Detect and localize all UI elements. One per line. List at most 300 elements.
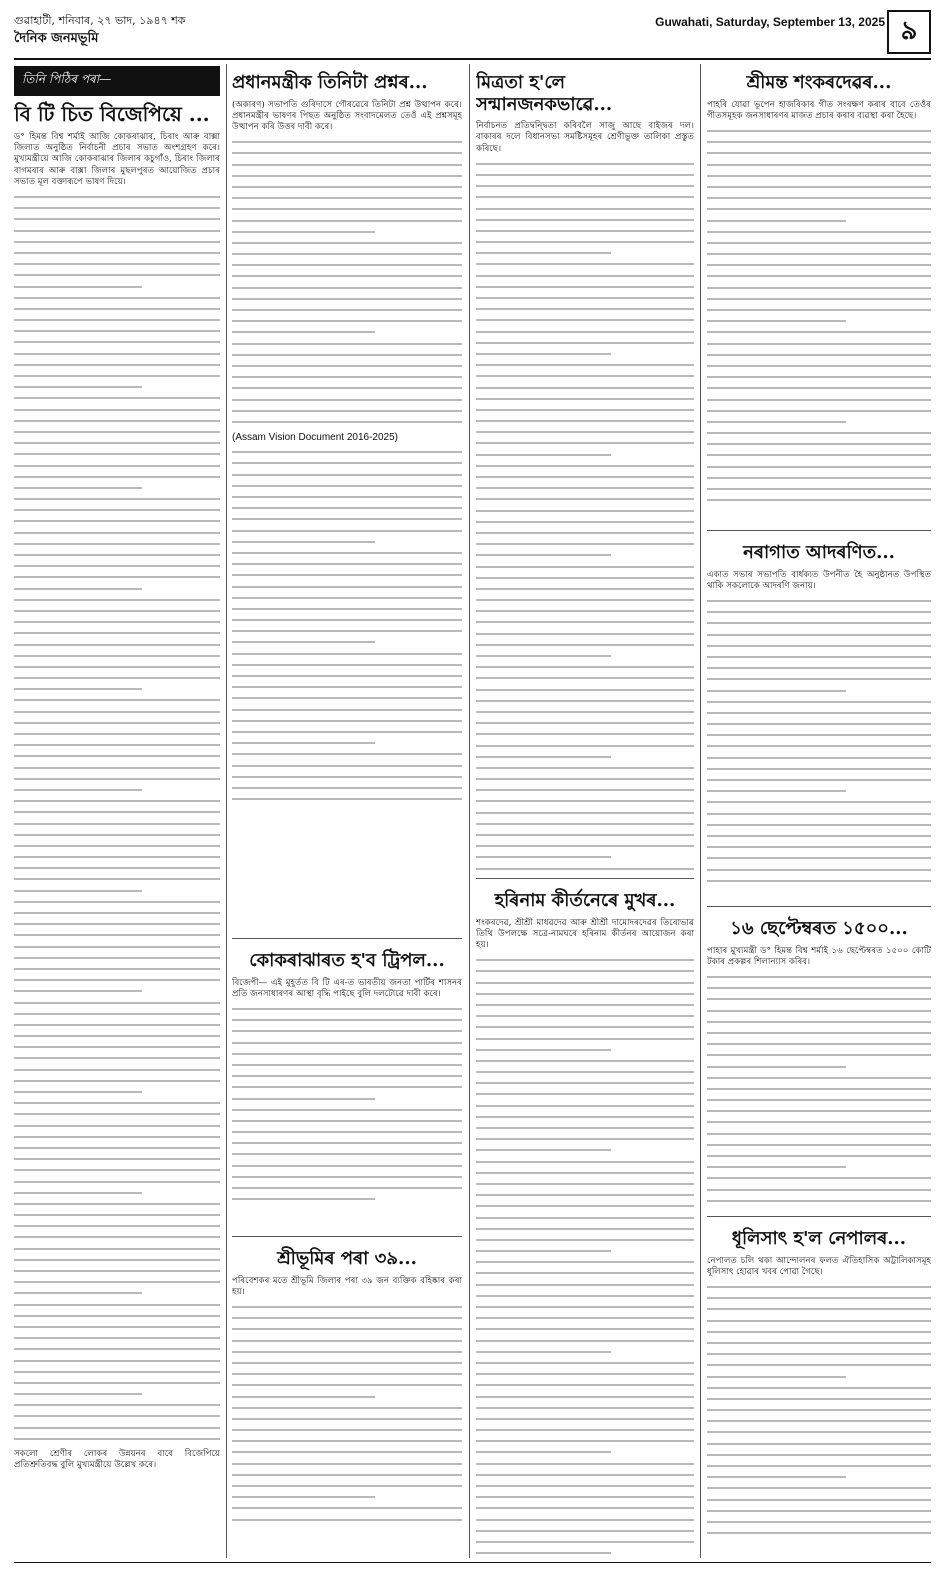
text-line xyxy=(476,823,694,825)
text-line xyxy=(14,431,220,433)
text-line xyxy=(476,342,694,344)
text-line xyxy=(14,1057,220,1059)
section-divider xyxy=(707,530,931,531)
text-line xyxy=(707,634,931,636)
text-line xyxy=(232,608,462,610)
body-text-lines xyxy=(707,600,931,882)
text-line xyxy=(476,286,694,288)
text-line xyxy=(232,231,375,233)
text-line xyxy=(14,196,220,198)
text-line xyxy=(707,1376,846,1378)
text-line xyxy=(232,496,462,498)
text-line xyxy=(476,1306,694,1308)
text-line xyxy=(14,1214,220,1216)
text-line xyxy=(232,619,462,621)
text-line xyxy=(707,220,846,222)
text-line xyxy=(476,982,694,984)
closing-bjp: সকলো শ্ৰেণীৰ লোকৰ উন্নয়নৰ বাবে বিজেপিয়ে প্ৰতিশ্ৰুতিবদ্ধ বুলি মুখ্যমন্ত্ৰীয়ে উল্লেখ কৰে। xyxy=(14,1449,220,1471)
text-line xyxy=(232,1328,462,1330)
text-line xyxy=(232,376,462,378)
text-line xyxy=(707,768,931,770)
text-line xyxy=(707,264,931,266)
text-line xyxy=(14,420,220,422)
text-line xyxy=(232,264,462,266)
text-line xyxy=(14,1225,220,1227)
text-line xyxy=(707,1420,931,1422)
text-line xyxy=(707,1121,931,1123)
text-line xyxy=(232,309,462,311)
text-line xyxy=(232,1463,462,1465)
text-line xyxy=(707,1286,931,1288)
text-line xyxy=(476,1105,694,1107)
column-divider xyxy=(226,64,227,1558)
text-line xyxy=(232,220,462,222)
text-line xyxy=(707,745,931,747)
text-line xyxy=(14,946,220,948)
text-line xyxy=(707,477,931,479)
text-line xyxy=(476,700,694,702)
text-line xyxy=(707,343,931,345)
text-line xyxy=(232,731,462,733)
text-line xyxy=(707,1465,931,1467)
text-line xyxy=(14,297,220,299)
text-line xyxy=(232,197,462,199)
text-line xyxy=(476,532,694,534)
text-line xyxy=(476,767,694,769)
text-line xyxy=(707,998,931,1000)
text-line xyxy=(232,552,462,554)
text-line xyxy=(476,1519,694,1521)
article-narigat xyxy=(707,536,931,902)
text-line xyxy=(14,800,220,802)
text-line xyxy=(707,869,931,871)
text-line xyxy=(232,630,462,632)
text-line xyxy=(14,644,220,646)
text-line xyxy=(232,152,462,154)
text-line xyxy=(232,1519,462,1521)
text-line xyxy=(14,979,220,981)
headline-narigat: নৰাগাত আদৰণিত... xyxy=(743,542,895,563)
text-line xyxy=(14,308,220,310)
text-line xyxy=(476,1451,611,1453)
lead-pm: (অকাৰণ) সভাপতি গুৰিদাসে গৌৰৱেৰে তিনিটা প্ৰশ্ন উত্থাপন কৰে। প্ৰধানমন্ত্ৰীৰ ভাষণৰ পিছত অনুষ্ঠিত সংবাদমেলত তেওঁ এই প্ৰশ্নসমূহ উত্থাপন কৰি উত্তৰ দাবী কৰে। xyxy=(232,99,462,132)
text-line xyxy=(232,1165,462,1167)
text-line xyxy=(14,286,142,288)
text-line xyxy=(232,1373,462,1375)
text-line xyxy=(14,1046,220,1048)
text-line xyxy=(14,554,220,556)
text-line xyxy=(476,1541,694,1543)
text-line xyxy=(476,1507,694,1509)
text-line xyxy=(707,1387,931,1389)
text-line xyxy=(232,686,462,688)
text-line xyxy=(707,824,931,826)
text-line xyxy=(232,331,375,333)
text-line xyxy=(14,1382,220,1384)
lead-nepal: নেপালত চলি থকা আন্দোলনৰ ফলত ঐতিহাসিক অট্টালিকাসমূহ ধূলিসাৎ হোৱাৰ খবৰ পোৱা গৈছে। xyxy=(707,1255,931,1277)
text-line xyxy=(232,275,462,277)
text-line xyxy=(707,231,931,233)
text-line xyxy=(476,1496,694,1498)
text-line xyxy=(476,1284,694,1286)
text-line xyxy=(14,1102,220,1104)
text-line xyxy=(232,1153,462,1155)
article-pm xyxy=(232,66,462,936)
text-line xyxy=(707,130,931,132)
text-line xyxy=(14,655,220,657)
dateline-bengali: গুৱাহাটী, শনিবাৰ, ২৭ ভাদ, ১৯৪৭ শক xyxy=(14,14,186,27)
text-line xyxy=(707,421,846,423)
text-line xyxy=(707,712,931,714)
text-line xyxy=(707,275,931,277)
text-line xyxy=(232,1407,462,1409)
text-line xyxy=(476,353,611,355)
text-line xyxy=(707,645,931,647)
text-line xyxy=(14,744,220,746)
text-line xyxy=(14,207,220,209)
text-line xyxy=(476,588,694,590)
headline-srivumi: শ্ৰীভূমিৰ পৰা ৩৯... xyxy=(277,1248,417,1269)
text-line xyxy=(14,341,220,343)
text-line xyxy=(707,1510,931,1512)
text-line xyxy=(232,1384,462,1386)
text-line xyxy=(14,1315,220,1317)
text-line xyxy=(14,901,220,903)
text-line xyxy=(476,409,694,411)
text-line xyxy=(476,1026,694,1028)
text-line xyxy=(232,1019,462,1021)
text-line xyxy=(232,451,462,453)
text-line xyxy=(476,1082,694,1084)
body-text-lines xyxy=(476,163,694,874)
text-line xyxy=(707,1353,931,1355)
text-line xyxy=(232,798,462,800)
text-line xyxy=(707,1431,931,1433)
lead-kokrajhar: বিজেপী— এই মুহূৰ্তত বি টি এৰ-ত ভাৰতীয় জনতা পাৰ্টিৰ শাসনৰ প্ৰতি জনসাধাৰণৰ আস্থা বৃদ্ধি পাইছে বুলি দলটোৱে দাবী কৰে। xyxy=(232,977,462,999)
text-line xyxy=(476,1116,694,1118)
section-divider xyxy=(232,1236,462,1237)
text-line xyxy=(232,597,462,599)
text-line xyxy=(476,1161,694,1163)
text-line xyxy=(232,641,375,643)
text-line xyxy=(476,711,694,713)
text-line xyxy=(476,1138,694,1140)
body-text-lines xyxy=(232,141,462,423)
text-line xyxy=(232,1120,462,1122)
continuation-kicker: তিনি পিঠিৰ পৰা— xyxy=(14,66,220,96)
text-line xyxy=(476,1373,694,1375)
text-line xyxy=(14,1181,220,1183)
text-line xyxy=(476,1384,694,1386)
text-line xyxy=(14,1125,220,1127)
text-line xyxy=(476,868,694,870)
text-line xyxy=(14,1371,220,1373)
text-line xyxy=(476,163,694,165)
text-line xyxy=(14,364,220,366)
text-line xyxy=(707,1476,846,1478)
text-line xyxy=(232,675,462,677)
text-line xyxy=(476,644,694,646)
text-line xyxy=(14,867,220,869)
text-line xyxy=(707,1364,931,1366)
text-line xyxy=(707,152,931,154)
text-line xyxy=(476,1351,611,1353)
text-line xyxy=(14,1024,220,1026)
text-line xyxy=(14,1236,220,1238)
body-text-lines xyxy=(707,130,931,501)
text-line xyxy=(14,767,220,769)
lead-narigat: একাত সভাৰ সভাপতি বাৰ্ধক্যত উপনীত হৈ অনুষ্ঠানত উপস্থিত থাকি সকলোকে আদৰণি জনায়। xyxy=(707,569,931,591)
text-line xyxy=(476,1261,694,1263)
text-line xyxy=(707,1200,931,1202)
text-line xyxy=(707,611,931,613)
text-line xyxy=(707,454,931,456)
text-line xyxy=(707,1331,931,1333)
text-line xyxy=(14,823,220,825)
text-line xyxy=(232,1030,462,1032)
text-line xyxy=(14,1169,220,1171)
text-line xyxy=(476,1004,694,1006)
text-line xyxy=(707,376,931,378)
text-line xyxy=(476,219,694,221)
text-line xyxy=(14,1080,220,1082)
text-line xyxy=(476,521,694,523)
text-line xyxy=(476,387,694,389)
text-line xyxy=(232,1418,462,1420)
text-line xyxy=(232,1306,462,1308)
headline-harinam: হৰিনাম কীৰ্তনেৰে মুখৰ... xyxy=(494,890,676,911)
body-text-lines xyxy=(232,451,462,800)
text-line xyxy=(232,742,375,744)
text-line xyxy=(476,174,694,176)
text-line xyxy=(232,1064,462,1066)
text-line xyxy=(232,1198,375,1200)
text-line xyxy=(476,745,694,747)
text-line xyxy=(476,1228,694,1230)
text-line xyxy=(14,353,220,355)
text-line xyxy=(14,1438,220,1440)
text-line xyxy=(476,230,694,232)
text-line xyxy=(476,375,694,377)
text-line xyxy=(14,990,142,992)
text-line xyxy=(476,689,694,691)
text-line xyxy=(232,1109,462,1111)
text-line xyxy=(476,800,694,802)
text-line xyxy=(14,1158,220,1160)
text-line xyxy=(14,621,220,623)
text-line xyxy=(476,252,611,254)
text-line xyxy=(707,1043,931,1045)
text-line xyxy=(707,600,931,602)
text-line xyxy=(707,1054,931,1056)
text-line xyxy=(14,1069,220,1071)
column-divider xyxy=(469,64,470,1558)
text-line xyxy=(14,319,220,321)
text-line xyxy=(476,1205,694,1207)
text-line xyxy=(707,1297,931,1299)
article-sankardev xyxy=(707,66,931,526)
text-line xyxy=(14,1270,220,1272)
text-line xyxy=(707,1032,931,1034)
text-line xyxy=(14,811,220,813)
text-line xyxy=(476,398,694,400)
text-line xyxy=(14,588,142,590)
text-line xyxy=(476,1038,694,1040)
text-line xyxy=(14,498,220,500)
text-line xyxy=(232,1131,462,1133)
text-line xyxy=(14,957,220,959)
text-line xyxy=(707,365,931,367)
body-text-lines xyxy=(14,196,220,1440)
text-line xyxy=(707,790,846,792)
text-line xyxy=(707,1010,931,1012)
text-line xyxy=(232,1485,462,1487)
masthead xyxy=(14,10,931,56)
headline-sankardev: শ্ৰীমন্ত শংকৰদেৱৰ... xyxy=(746,72,892,93)
text-line xyxy=(14,968,220,970)
text-line xyxy=(707,801,931,803)
text-line xyxy=(476,1328,694,1330)
text-line xyxy=(232,541,375,543)
text-line xyxy=(707,488,931,490)
text-line xyxy=(707,253,931,255)
text-line xyxy=(14,1113,220,1115)
text-line xyxy=(707,1487,931,1489)
headline-sept16: ১৬ ছেপ্টেম্বৰত ১৫০০... xyxy=(730,918,908,939)
text-line xyxy=(707,976,931,978)
text-line xyxy=(476,420,694,422)
text-line xyxy=(476,297,694,299)
text-line xyxy=(232,697,462,699)
text-line xyxy=(476,1440,694,1442)
text-line xyxy=(14,845,220,847)
text-line xyxy=(707,1454,931,1456)
article-sept16 xyxy=(707,912,931,1212)
text-line xyxy=(707,1189,931,1191)
section-divider xyxy=(707,906,931,907)
section-divider xyxy=(707,1216,931,1217)
body-text-lines xyxy=(476,959,694,1554)
text-line xyxy=(707,1088,931,1090)
text-line xyxy=(707,1077,931,1079)
text-line xyxy=(707,678,931,680)
text-line xyxy=(232,1474,462,1476)
text-line xyxy=(476,1049,611,1051)
text-line xyxy=(476,364,694,366)
text-line xyxy=(14,263,220,265)
text-line xyxy=(232,399,462,401)
text-line xyxy=(707,1066,846,1068)
text-line xyxy=(707,1155,931,1157)
text-line xyxy=(14,699,220,701)
text-line xyxy=(476,454,611,456)
text-line xyxy=(707,1398,931,1400)
text-line xyxy=(476,722,694,724)
text-line xyxy=(232,354,462,356)
english-reference: (Assam Vision Document 2016-2025) xyxy=(232,432,399,444)
text-line xyxy=(707,1166,846,1168)
text-line xyxy=(476,1149,611,1151)
article-srivumi xyxy=(232,1242,462,1558)
text-line xyxy=(707,298,931,300)
text-line xyxy=(707,987,931,989)
text-line xyxy=(476,577,694,579)
text-line xyxy=(707,141,931,143)
text-line xyxy=(14,252,220,254)
text-line xyxy=(232,410,462,412)
text-line xyxy=(707,242,931,244)
text-line xyxy=(14,722,220,724)
text-line xyxy=(476,677,694,679)
text-line xyxy=(14,1203,220,1205)
text-line xyxy=(232,1053,462,1055)
text-line xyxy=(707,320,846,322)
text-line xyxy=(232,1340,462,1342)
text-line xyxy=(707,835,931,837)
text-line xyxy=(14,856,220,858)
text-line xyxy=(232,1098,375,1100)
text-line xyxy=(476,756,611,758)
text-line xyxy=(14,1348,220,1350)
lead-srivumi: পৰিবেশকৰ মতে শ্ৰীভূমি জিলাৰ পৰা ৩৯ জন ব্যক্তিক বহিষ্কাৰ কৰা হয়। xyxy=(232,1275,462,1297)
text-line xyxy=(707,734,931,736)
text-line xyxy=(232,1317,462,1319)
headline-bjp: বি টি চিত বিজেপিয়ে ... xyxy=(14,102,210,126)
footer-rule xyxy=(14,1562,931,1563)
text-line xyxy=(476,778,694,780)
text-line xyxy=(476,1272,694,1274)
text-line xyxy=(476,1485,694,1487)
text-line xyxy=(476,510,694,512)
text-line xyxy=(476,993,694,995)
text-line xyxy=(14,733,220,735)
text-line xyxy=(707,443,931,445)
text-line xyxy=(14,923,220,925)
text-line xyxy=(232,1507,462,1509)
article-nepal xyxy=(707,1222,931,1558)
text-line xyxy=(707,1320,931,1322)
text-line xyxy=(476,241,694,243)
text-line xyxy=(14,688,142,690)
text-line xyxy=(232,1187,462,1189)
text-line xyxy=(232,653,462,655)
text-line xyxy=(232,186,462,188)
headline-pm: প্ৰধানমন্ত্ৰীক তিনিটা প্ৰশ্নৰ... xyxy=(232,72,428,93)
text-line xyxy=(476,1194,694,1196)
text-line xyxy=(476,331,694,333)
text-line xyxy=(707,813,931,815)
text-line xyxy=(232,421,462,423)
text-line xyxy=(476,1127,694,1129)
text-line xyxy=(476,1183,694,1185)
text-line xyxy=(707,1532,931,1534)
text-line xyxy=(707,1021,931,1023)
text-line xyxy=(707,1177,931,1179)
text-line xyxy=(14,755,220,757)
article-kokrajhar xyxy=(232,944,462,1232)
text-line xyxy=(707,466,931,468)
text-line xyxy=(476,442,694,444)
text-line xyxy=(476,1250,611,1252)
text-line xyxy=(476,263,694,265)
headline-mitrata: মিত্ৰতা হ'লে সন্মানজনকভাৱে... xyxy=(476,72,613,115)
lead-sept16: পাহাৰ মুখ্যমন্ত্ৰী ড° হিমন্ত বিশ্ব শৰ্মাই ১৬ ছেপ্টেম্বৰত ১৫০০ কোটি টকাৰ প্ৰকল্পৰ শিলান্যাস কৰিব। xyxy=(707,945,931,967)
text-line xyxy=(232,1042,462,1044)
text-line xyxy=(232,574,462,576)
article-harinam xyxy=(476,884,694,1558)
text-line xyxy=(476,1071,694,1073)
text-line xyxy=(14,912,220,914)
